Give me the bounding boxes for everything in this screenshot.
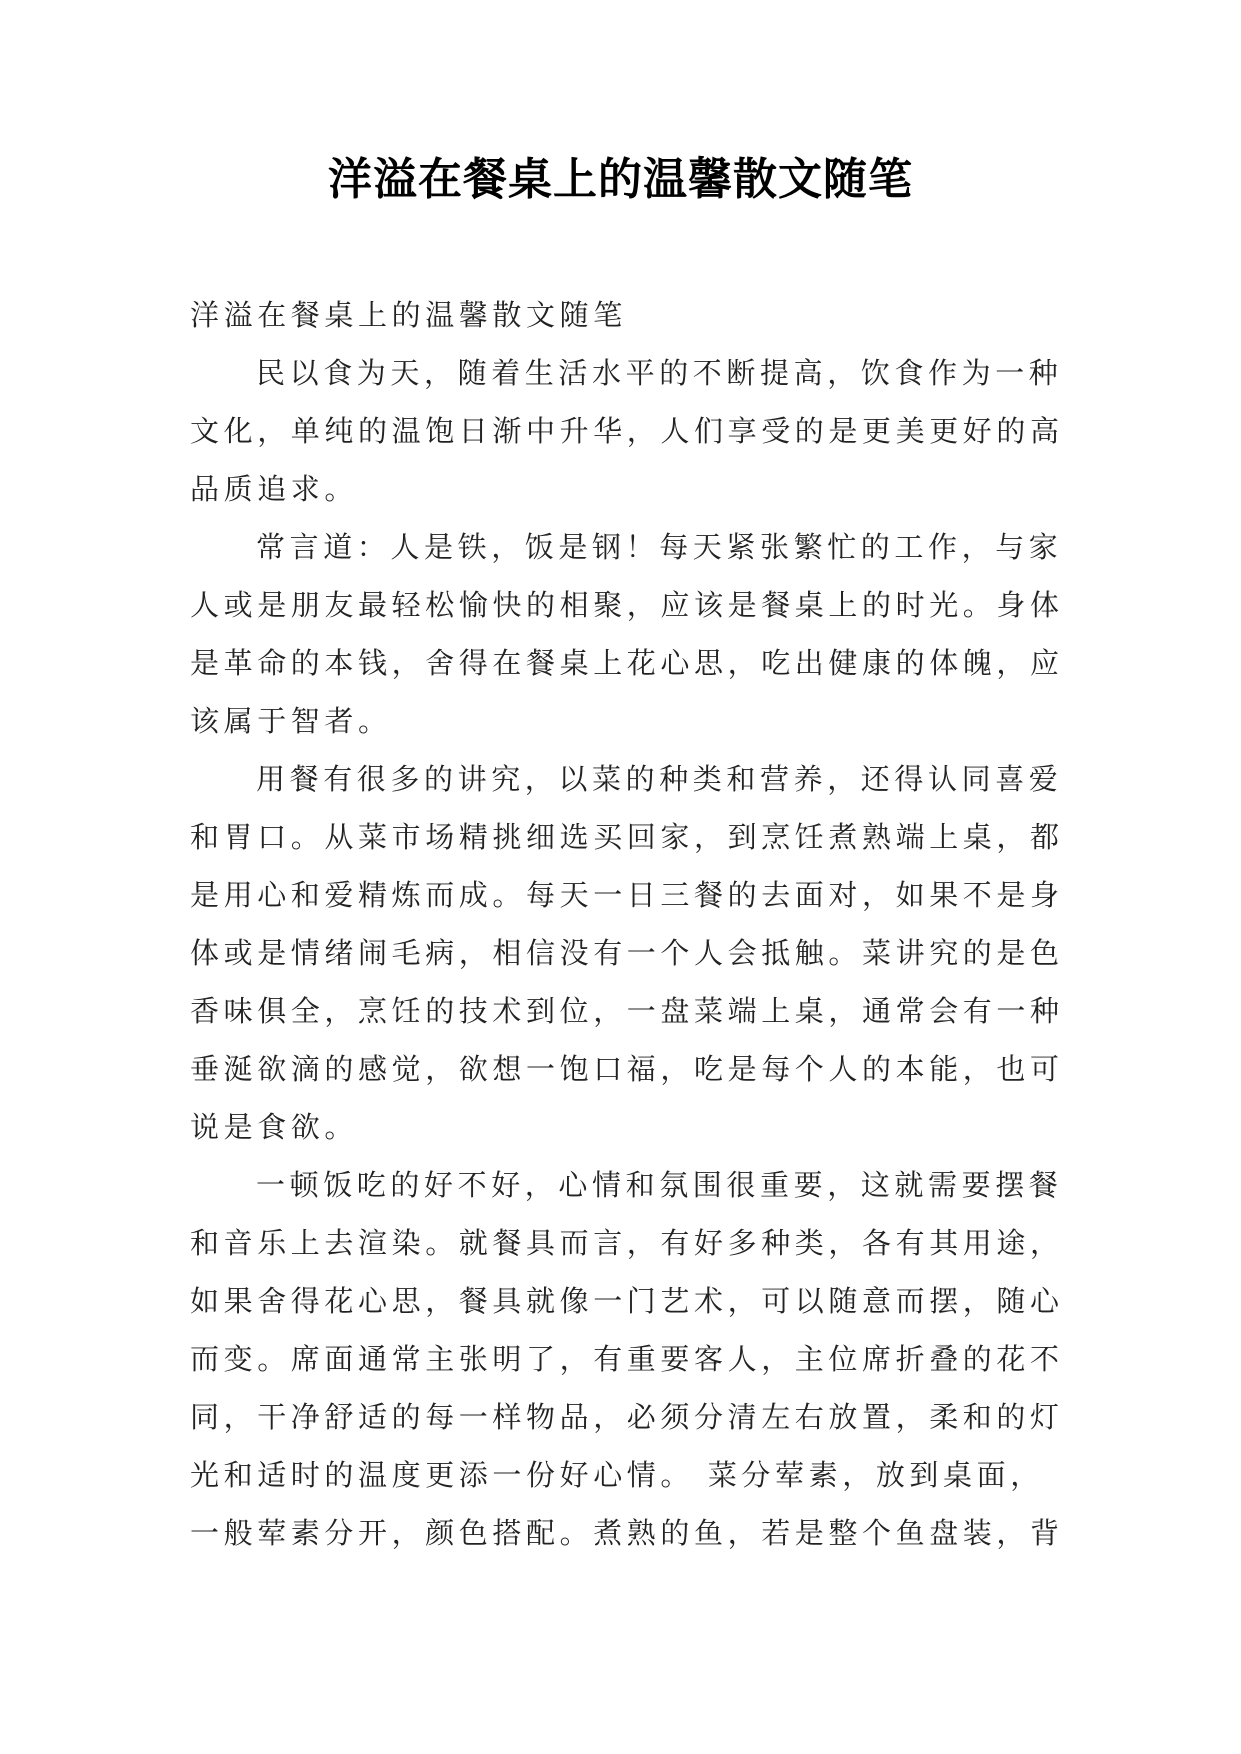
paragraph-line: 如果舍得花心思，餐具就像一门艺术，可以随意而摆，随心 [190,1284,1064,1318]
paragraph-line: 体或是情绪闹毛病，相信没有一个人会抵触。菜讲究的是色 [190,936,1064,970]
paragraph-line: 和音乐上去渲染。就餐具而言，有好多种类，各有其用途， [190,1226,1064,1260]
paragraph-line: 垂涎欲滴的感觉，欲想一饱口福，吃是每个人的本能，也可 [190,1052,1064,1086]
paragraph-line: 光和适时的温度更添一份好心情。 菜分荤素，放到桌面， [190,1458,1044,1492]
paragraph-1 [190,344,1064,518]
paragraph-4 [190,1156,1064,1562]
paragraph-line: 一般荤素分开，颜色搭配。煮熟的鱼，若是整个鱼盘装，背 [190,1516,1064,1550]
paragraph-2 [190,518,1064,750]
paragraph-line: 用餐有很多的讲究，以菜的种类和营养，还得认同喜爱 [256,762,1063,796]
paragraph-line: 民以食为天，随着生活水平的不断提高，饮食作为一种 [256,356,1063,390]
paragraph-line: 文化，单纯的温饱日渐中升华，人们享受的是更美更好的高 [190,414,1064,448]
paragraph-line: 同，干净舒适的每一样物品，必须分清左右放置，柔和的灯 [190,1400,1064,1434]
paragraph-line: 常言道：人是铁，饭是钢！每天紧张繁忙的工作，与家 [256,530,1063,564]
paragraph-line: 和胃口。从菜市场精挑细选买回家，到烹饪煮熟端上桌，都 [190,820,1064,854]
paragraph-line: 品质追求。 [190,472,359,506]
document-title: 洋溢在餐桌上的温馨散文随笔 [328,154,913,205]
paragraph-line: 是用心和爱精炼而成。每天一日三餐的去面对，如果不是身 [190,878,1064,912]
paragraph-line: 香味俱全，烹饪的技术到位，一盘菜端上桌，通常会有一种 [190,994,1064,1028]
paragraph-line: 而变。席面通常主张明了，有重要客人，主位席折叠的花不 [190,1342,1064,1376]
paragraph-line: 说是食欲。 [190,1110,359,1144]
paragraph-line: 一顿饭吃的好不好，心情和氛围很重要，这就需要摆餐 [256,1168,1063,1202]
paragraph-3 [190,750,1064,1156]
paragraph-line: 该属于智者。 [190,704,392,738]
paragraph-line: 人或是朋友最轻松愉快的相聚，应该是餐桌上的时光。身体 [190,588,1064,622]
paragraph-line: 是革命的本钱，舍得在餐桌上花心思，吃出健康的体魄，应 [190,646,1064,680]
document-body [190,286,1064,1562]
document-subtitle: 洋溢在餐桌上的温馨散文随笔 [190,298,627,332]
